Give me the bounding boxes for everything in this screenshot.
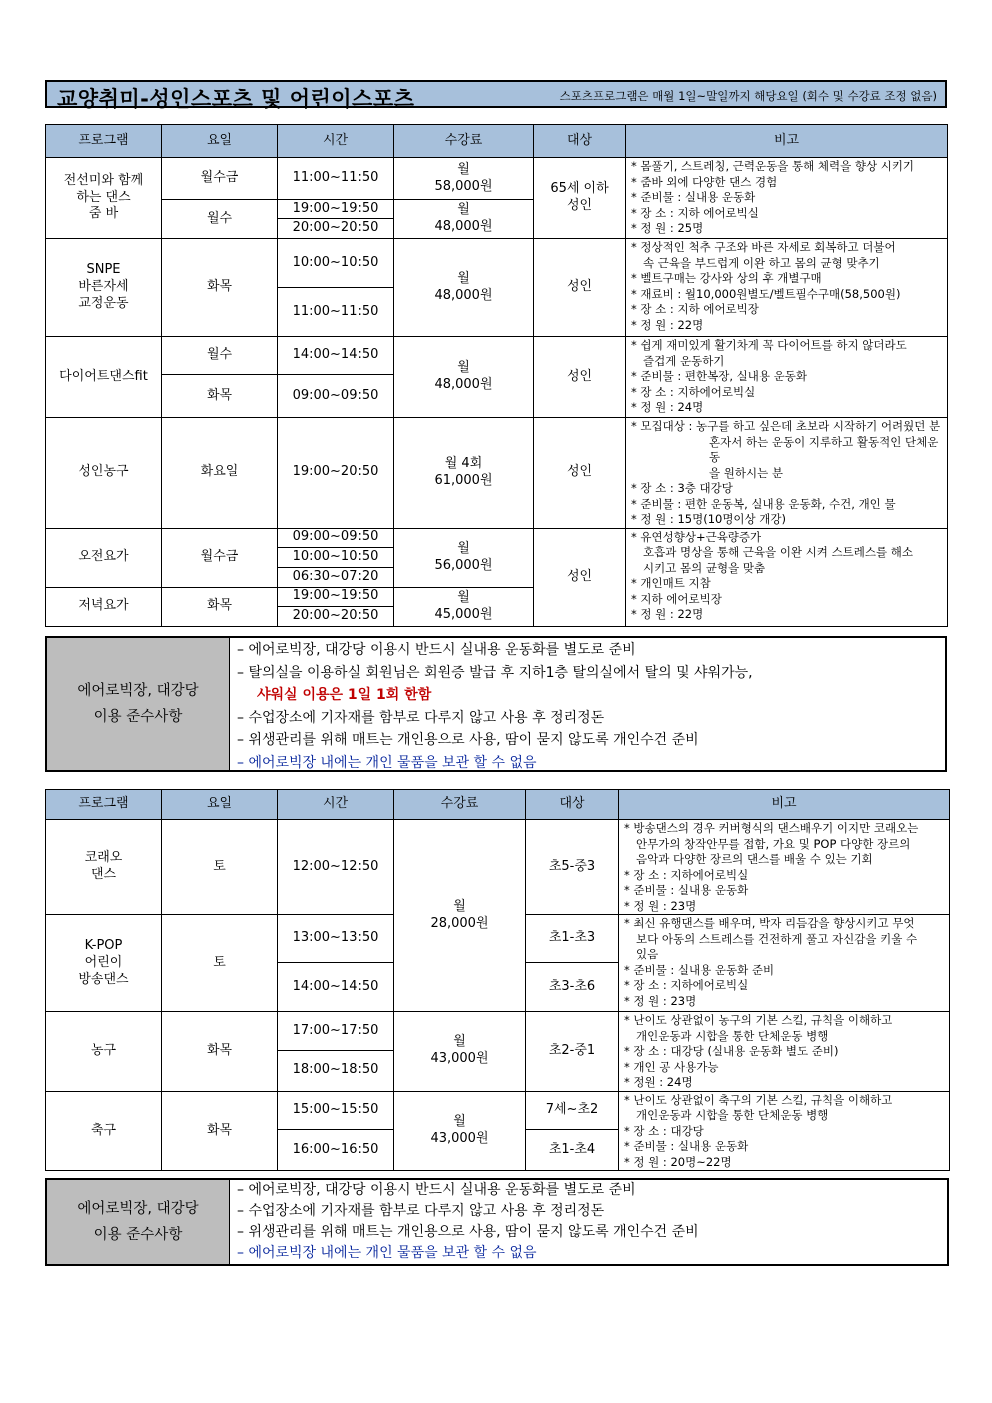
target: 성인 xyxy=(534,337,626,418)
col-program: 프로그램 xyxy=(46,125,162,158)
days: 화요일 xyxy=(162,418,278,529)
fee: 월 58,000원 xyxy=(394,158,534,200)
program-name: 성인농구 xyxy=(46,418,162,529)
fee: 월 56,000원 xyxy=(394,528,534,587)
time: 10:00~10:50 xyxy=(278,239,394,288)
target: 성인 xyxy=(534,418,626,529)
target: 초1-초3 xyxy=(526,915,619,963)
time: 19:00~19:50 xyxy=(278,200,394,219)
program-name: 다이어트댄스fit xyxy=(46,337,162,418)
time: 14:00~14:50 xyxy=(278,337,394,375)
program-name: 저녁요가 xyxy=(46,587,162,626)
program-name: 전선미와 함께 하는 댄스 줌 바 xyxy=(46,158,162,239)
target: 성인 xyxy=(534,239,626,337)
time: 16:00~16:50 xyxy=(278,1130,394,1171)
col-target: 대상 xyxy=(526,790,619,820)
rule-item: – 위생관리를 위해 매트는 개인용으로 사용, 땀이 묻지 않도록 개인수건 준비 xyxy=(237,1224,699,1240)
table-row xyxy=(46,1091,950,1130)
rule-item: – 에어로빅장, 대강당 이용시 반드시 실내용 운동화를 별도로 준비 xyxy=(237,1182,636,1198)
rules-list xyxy=(237,639,941,774)
fee: 월 45,000원 xyxy=(394,587,534,626)
table-row xyxy=(46,158,948,200)
time: 20:00~20:50 xyxy=(278,606,394,626)
rules-label: 에어로빅장, 대강당 이용 준수사항 xyxy=(47,638,230,770)
days: 화목 xyxy=(162,1012,278,1092)
fee: 월 48,000원 xyxy=(394,200,534,239)
notes-cell: * 몸풀기, 스트레칭, 근력운동을 통해 체력을 향상 시키기 * 줌바 외에 다양한 댄스 경험 * 준비물 : 실내용 운동화 * 장 소 : 지하 에어로빅실 * 정 원 : 25명 xyxy=(626,158,948,239)
table-row xyxy=(46,337,948,375)
page-header xyxy=(45,80,947,111)
table-header-row xyxy=(46,790,950,820)
rule-item: – 에어로빅장, 대강당 이용시 반드시 실내용 운동화를 별도로 준비 xyxy=(237,642,636,658)
facility-rules-box xyxy=(45,636,947,772)
notes-cell: * 난이도 상관없이 농구의 기본 스킬, 규칙을 이해하고 개인운동과 시합을 통한 단체운동 병행 * 장 소 : 대강당 (실내용 운동화 별도 준비) * 개인 공 사용가능 * 정원 : 24명 xyxy=(619,1012,950,1092)
col-fee: 수강료 xyxy=(394,125,534,158)
days: 화목 xyxy=(162,375,278,418)
days: 월수 xyxy=(162,200,278,239)
fee: 월 28,000원 xyxy=(394,820,526,1012)
days: 화목 xyxy=(162,1091,278,1171)
rule-item: – 탈의실을 이용하실 회원님은 회원증 발급 후 지하1층 탈의실에서 탈의 및 샤워가능, xyxy=(237,664,753,681)
notes-cell: * 모집대상 : 농구를 하고 싶은데 초보라 시작하기 어려웠던 분 혼자서 하는 운동이 지루하고 활동적인 단체운동 을 원하시는 분 * 장 소 : 3층 대강당 * 준비물 : 편한 운동복, 실내용 운동화, 수건, 개인 물 * 정 원 : 15명(10명이상 개강) xyxy=(626,418,948,529)
days: 화목 xyxy=(162,239,278,337)
time: 11:00~11:50 xyxy=(278,288,394,337)
days: 월수 xyxy=(162,337,278,375)
program-name: SNPE 바른자세 교정운동 xyxy=(46,239,162,337)
days: 토 xyxy=(162,915,278,1012)
program-name: 축구 xyxy=(46,1091,162,1171)
notes-cell: * 유연성향상+근육량증가 호흡과 명상을 통해 근육을 이완 시켜 스트레스를 해소 시키고 몸의 균형을 맞춤 * 개인매트 지참 * 지하 에어로빅장 * 정 원 : 22명 xyxy=(626,528,948,626)
time: 20:00~20:50 xyxy=(278,219,394,239)
time: 15:00~15:50 xyxy=(278,1091,394,1130)
rules-list xyxy=(237,1180,943,1264)
col-time: 시간 xyxy=(278,125,394,158)
fee: 월 43,000원 xyxy=(394,1091,526,1171)
rule-item: – 에어로빅장 내에는 개인 물품을 보관 할 수 없음 xyxy=(237,754,537,771)
program-name: K-POP 어린이 방송댄스 xyxy=(46,915,162,1012)
table-row xyxy=(46,418,948,529)
col-days: 요일 xyxy=(162,790,278,820)
rule-item: 샤워실 이용은 1일 1회 한함 xyxy=(257,687,432,703)
target: 초2-중1 xyxy=(526,1012,619,1092)
target: 성인 xyxy=(534,528,626,626)
time: 06:30~07:20 xyxy=(278,567,394,587)
time: 14:00~14:50 xyxy=(278,963,394,1012)
target: 65세 이하 성인 xyxy=(534,158,626,239)
time: 18:00~18:50 xyxy=(278,1050,394,1091)
time: 12:00~12:50 xyxy=(278,820,394,915)
rule-item: – 위생관리를 위해 매트는 개인용으로 사용, 땀이 묻지 않도록 개인수건 준비 xyxy=(237,732,699,748)
fee: 월 48,000원 xyxy=(394,337,534,418)
time: 09:00~09:50 xyxy=(278,528,394,547)
notes-cell: * 난이도 상관없이 축구의 기본 스킬, 규칙을 이해하고 개인운동과 시합을 통한 단체운동 병행 * 장 소 : 대강당 * 준비물 : 실내용 운동화 * 정 원 : 20명~22명 xyxy=(619,1091,950,1171)
col-notes: 비고 xyxy=(619,790,950,820)
rule-item: – 에어로빅장 내에는 개인 물품을 보관 할 수 없음 xyxy=(237,1245,537,1261)
col-fee: 수강료 xyxy=(394,790,526,820)
adult-sports-table xyxy=(45,124,948,627)
target: 초1-초4 xyxy=(526,1130,619,1171)
col-target: 대상 xyxy=(534,125,626,158)
table-row xyxy=(46,820,950,915)
table-row xyxy=(46,528,948,547)
kids-sports-table xyxy=(45,789,950,1171)
rules-label: 에어로빅장, 대강당 이용 준수사항 xyxy=(47,1180,230,1264)
col-notes: 비고 xyxy=(626,125,948,158)
time: 19:00~19:50 xyxy=(278,587,394,606)
table-row xyxy=(46,239,948,288)
time: 10:00~10:50 xyxy=(278,547,394,567)
target: 7세~초2 xyxy=(526,1091,619,1130)
col-time: 시간 xyxy=(278,790,394,820)
rule-item: – 수업장소에 기자재를 함부로 다루지 않고 사용 후 정리정돈 xyxy=(237,709,605,726)
notes-cell: * 방송댄스의 경우 커버형식의 댄스배우기 이지만 코래오는 안무가의 창작안무를 접함, 가요 및 POP 다양한 장르의 음악과 다양한 장르의 댄스를 배울 수 있는 기회 * 장 소 : 지하에어로빅실 * 준비물 : 실내용 운동화 * 정 원 : 23명 xyxy=(619,820,950,915)
notes-cell: * 정상적인 척추 구조와 바른 자세로 회복하고 더불어 속 근육을 부드럽게 이완 하고 몸의 균형 맞추기 * 벨트구매는 강사와 상의 후 개별구매 * 재료비 : 월10,000원별도/벨트필수구매(58,500원) * 장 소 : 지하 에어로빅장 * 정 원 : 22명 xyxy=(626,239,948,337)
days: 화목 xyxy=(162,587,278,626)
time: 11:00~11:50 xyxy=(278,158,394,200)
table-row xyxy=(46,1012,950,1051)
fee: 월 43,000원 xyxy=(394,1012,526,1092)
rule-item: – 수업장소에 기자재를 함부로 다루지 않고 사용 후 정리정돈 xyxy=(237,1203,605,1219)
notes-cell: * 최신 유행댄스를 배우며, 박자 리듬감을 향상시키고 무엇 보다 아동의 스트레스를 건전하게 풀고 자신감을 키울 수 있음 * 준비물 : 실내용 운동화 준비 * 장 소 : 지하에어로빅실 * 정 원 : 23명 xyxy=(619,915,950,1012)
time: 19:00~20:50 xyxy=(278,418,394,529)
header-note: 스포츠프로그램은 매월 1일~말일까지 해당요일 (회수 및 수강료 조정 없음) xyxy=(559,89,937,103)
time: 17:00~17:50 xyxy=(278,1012,394,1051)
table-header-row xyxy=(46,125,948,158)
program-name: 농구 xyxy=(46,1012,162,1092)
col-days: 요일 xyxy=(162,125,278,158)
notes-cell: * 쉽게 재미있게 활기차게 꼭 다이어트를 하지 않더라도 즐겁게 운동하기 * 준비물 : 편한복장, 실내용 운동화 * 장 소 : 지하에어로빅실 * 정 원 : 24명 xyxy=(626,337,948,418)
target: 초5-중3 xyxy=(526,820,619,915)
fee: 월 4회 61,000원 xyxy=(394,418,534,529)
days: 월수금 xyxy=(162,528,278,587)
target: 초3-초6 xyxy=(526,963,619,1012)
col-program: 프로그램 xyxy=(46,790,162,820)
page-title: 교양취미-성인스포츠 및 어린이스포츠 xyxy=(57,87,415,111)
time: 09:00~09:50 xyxy=(278,375,394,418)
program-name: 오전요가 xyxy=(46,528,162,587)
program-name: 코래오 댄스 xyxy=(46,820,162,915)
fee: 월 48,000원 xyxy=(394,239,534,337)
facility-rules-box-2 xyxy=(45,1178,949,1266)
time: 13:00~13:50 xyxy=(278,915,394,963)
days: 토 xyxy=(162,820,278,915)
days: 월수금 xyxy=(162,158,278,200)
